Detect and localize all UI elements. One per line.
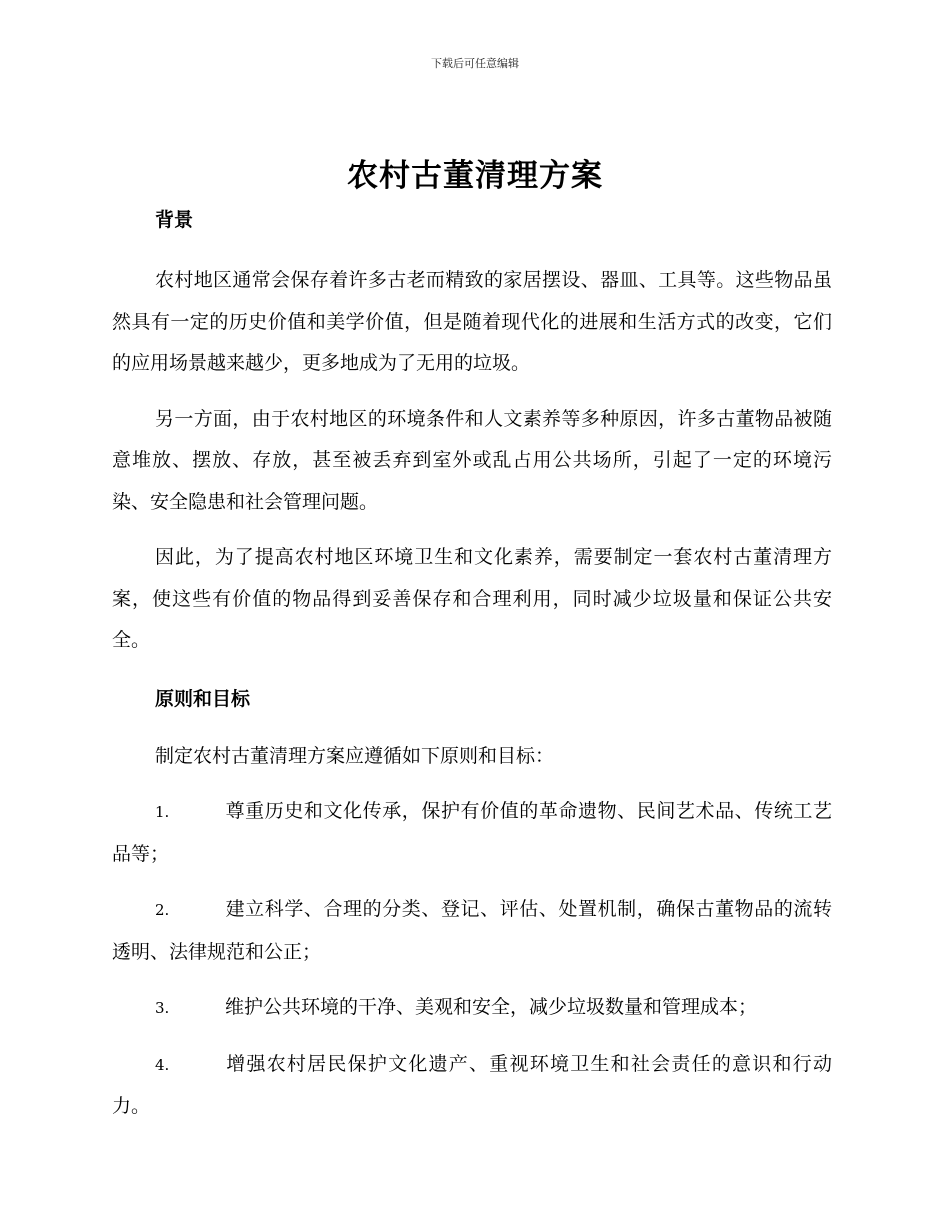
paragraph: 农村地区通常会保存着许多古老而精致的家居摆设、器皿、工具等。这些物品虽然具有一定的历史价值和美学价值，但是随着现代化的进展和生活方式的改变，它们的应用场景越来越少，更多地成为了无用的垃圾。: [112, 269, 832, 374]
list-item-number: 2.: [155, 901, 170, 919]
principles-intro: 制定农村古董清理方案应遵循如下原则和目标：: [155, 744, 555, 767]
list-item-text: 增强农村居民保护文化遗产、重视环境卫生和社会责任的意识和行动力。: [112, 1052, 832, 1117]
header-note: 下载后可任意编辑: [431, 57, 519, 70]
list-item: [112, 791, 832, 875]
section-heading-background: 背景: [155, 209, 194, 231]
list-item: [112, 1044, 832, 1128]
list-item-text: 建立科学、合理的分类、登记、评估、处置机制，确保古董物品的流转透明、法律规范和公正；: [112, 898, 832, 963]
document-body: [112, 205, 832, 1128]
paragraph: 因此，为了提高农村地区环境卫生和文化素养，需要制定一套农村古董清理方案，使这些有价值的物品得到妥善保存和合理利用，同时减少垃圾量和保证公共安全。: [112, 546, 832, 651]
list-item-text: 维护公共环境的干净、美观和安全，减少垃圾数量和管理成本；: [225, 996, 758, 1018]
list-item: [112, 889, 832, 973]
document-title: 农村古董清理方案: [347, 158, 603, 194]
list-item: [112, 987, 832, 1030]
list-item-number: 4.: [155, 1055, 170, 1074]
list-item-number: 1.: [155, 803, 170, 821]
section-heading-principles: 原则和目标: [155, 687, 251, 710]
list-item-text: 尊重历史和文化传承，保护有价值的革命遗物、民间艺术品、传统工艺品等；: [112, 800, 832, 865]
paragraph: 另一方面，由于农村地区的环境条件和人文素养等多种原因，许多古董物品被随意堆放、摆放、存放，甚至被丢弃到室外或乱占用公共场所，引起了一定的环境污染、安全隐患和社会管理问题。: [112, 407, 832, 513]
list-item-number: 3.: [155, 999, 170, 1017]
